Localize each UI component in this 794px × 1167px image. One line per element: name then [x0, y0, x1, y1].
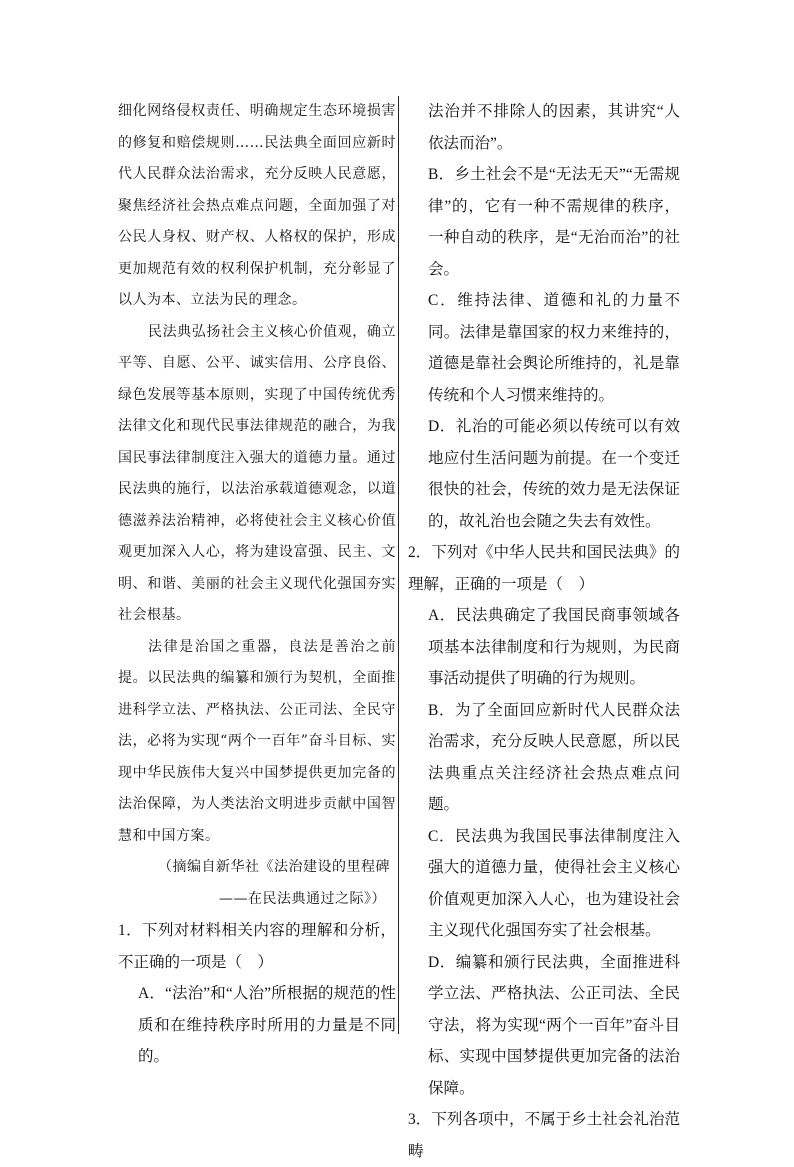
question-1-option-a: A．“法治”和“人治”所根据的规范的性质和在维持秩序时所用的力量是不同的。 [138, 985, 396, 1065]
passage-paragraph-2: 民法典弘扬社会主义核心价值观，确立平等、自愿、公平、诚实信用、公序良俗、绿色发展等基本原则，实现了中国传统优秀法律文化和现代民事法律规范的融合，为我国民事法律制度注入强大的道德力量。通过民法典的施行，以法治承载道德观念，以道德滋养法治精神，必将使社会主义核心价值观更加深入人心，将为建设富强、民主、文明、和谐、美丽的社会主义现代化强国夯实社会根基。 [118, 323, 396, 623]
left-column [118, 96, 396, 1073]
passage-paragraph-3: 法律是治国之重器，良法是善治之前提。以民法典的编纂和颁行为契机，全面推进科学立法、严格执法、公正司法、全民守法，必将为实现“两个一百年”奋斗目标、实现中华民族伟大复兴中国梦提供更加完备的法治保障，为人类法治文明进步贡献中国智慧和中国方案。 [118, 638, 396, 844]
passage-paragraph-1: 细化网络侵权责任、明确规定生态环境损害的修复和赔偿规则……民法典全面回应新时代人民群众法治需求，充分反映人民意愿，聚焦经济社会热点难点问题，全面加强了对公民人身权、财产权、人格权的保护，形成更加规范有效的权利保护机制，充分彰显了以人为本、立法为民的理念。 [118, 103, 396, 308]
column-divider [398, 96, 399, 1034]
question-1-stem: 1．下列对材料相关内容的理解和分析，不正确的一项是（ ） [118, 922, 396, 971]
question-2-option-a: A．民法典确定了我国民商事领域各项基本法律制度和行为规则，为民商事活动提供了明确的行为规则。 [428, 607, 680, 687]
question-1-option-d: D．礼治的可能必须以传统可以有效地应付生活问题为前提。在一个变迁很快的社会，传统的效力是无法保证的，故礼治也会随之失去有效性。 [428, 418, 680, 530]
question-3-stem: 3．下列各项中，不属于乡土社会礼治范畴 [408, 1111, 680, 1160]
right-column [408, 96, 680, 1167]
question-1-option-c: C．维持法律、道德和礼的力量不同。法律是靠国家的权力来维持的，道德是靠社会舆论所维持的，礼是靠传统和个人习惯来维持的。 [428, 292, 680, 404]
question-2-stem: 2．下列对《中华人民共和国民法典》的理解，正确的一项是（ ） [408, 544, 680, 593]
passage-source-line-2: ——在民法典通过之际》） [219, 890, 386, 907]
question-2-option-b: B．为了全面回应新时代人民群众法治需求，充分反映人民意愿，所以民法典重点关注经济社会热点难点问题。 [428, 701, 680, 813]
question-1-option-b: B．乡土社会不是“无法无天”“无需规律”的，它有一种不需规律的秩序，一种自动的秩序，是“无治而治”的社会。 [428, 166, 680, 278]
question-2-option-d: D．编纂和颁行民法典，全面推进科学立法、严格执法、公正司法、全民守法，将为实现“两个一百年”奋斗目标、实现中国梦提供更加完备的法治保障。 [428, 953, 680, 1097]
question-1-option-a-continued: 法治并不排除人的因素，其讲究“人依法而治”。 [428, 103, 680, 152]
passage-source-line-1: （摘编自新华社《法治建设的里程碑 [158, 859, 390, 875]
question-2-option-c: C．民法典为我国民事法律制度注入强大的道德力量，使得社会主义核心价值观更加深入人心，也为建设社会主义现代化强国夯实了社会根基。 [428, 827, 680, 939]
